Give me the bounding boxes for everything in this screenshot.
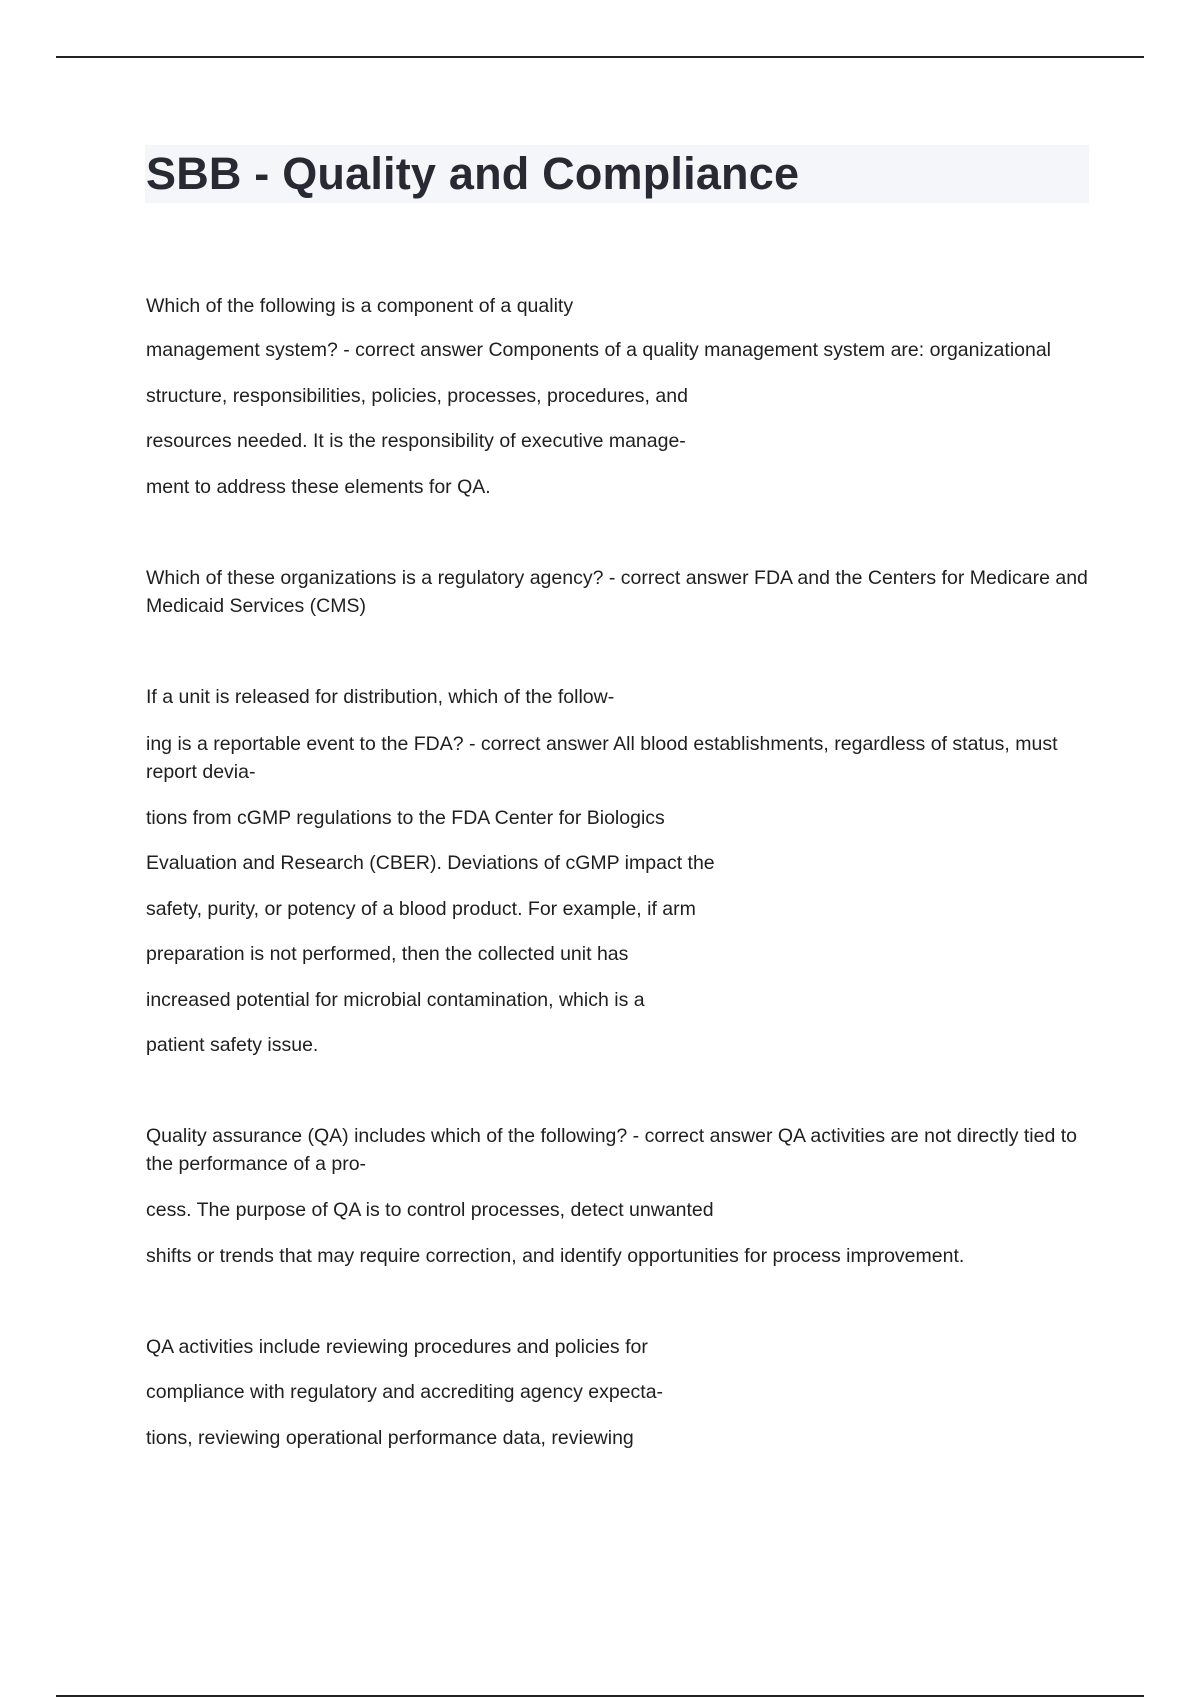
- document-title: SBB - Quality and Compliance: [146, 148, 800, 199]
- text-line: QA activities include reviewing procedures and policies for: [146, 1336, 648, 1358]
- text-line: Evaluation and Research (CBER). Deviations of cGMP impact the: [146, 852, 715, 874]
- text-line: If a unit is released for distribution, which of the follow-: [146, 686, 615, 708]
- text-line: safety, purity, or potency of a blood product. For example, if arm: [146, 898, 696, 920]
- text-line: ing is a reportable event to the FDA? - correct answer All blood establishments, regardless of status, must report devia-: [146, 733, 1058, 783]
- header-rule: [56, 56, 1144, 58]
- text-line: cess. The purpose of QA is to control processes, detect unwanted: [146, 1199, 714, 1221]
- text-line: preparation is not performed, then the collected unit has: [146, 943, 629, 965]
- footer-rule: [56, 1695, 1144, 1697]
- text-line: shifts or trends that may require correction, and identify opportunities for process improvement.: [146, 1245, 965, 1267]
- text-line: compliance with regulatory and accrediting agency expecta-: [146, 1381, 664, 1403]
- text-line: Quality assurance (QA) includes which of the following? - correct answer QA activities are not directly tied to the performance of a pro-: [146, 1125, 1077, 1175]
- text-line: tions from cGMP regulations to the FDA Center for Biologics: [146, 807, 665, 829]
- text-line: tions, reviewing operational performance data, reviewing: [146, 1427, 634, 1449]
- text-line: management system? - correct answer Components of a quality management system are: organizational: [146, 339, 1052, 361]
- text-line: resources needed. It is the responsibility of executive manage-: [146, 430, 686, 452]
- text-line: Which of the following is a component of a quality: [146, 295, 574, 317]
- text-line: increased potential for microbial contamination, which is a: [146, 989, 645, 1011]
- text-line: ment to address these elements for QA.: [146, 476, 491, 498]
- text-line: structure, responsibilities, policies, processes, procedures, and: [146, 385, 688, 407]
- text-line: Which of these organizations is a regulatory agency? - correct answer FDA and the Centers for Medicare and Medicaid Services (CMS): [146, 567, 1088, 617]
- text-line: patient safety issue.: [146, 1034, 319, 1056]
